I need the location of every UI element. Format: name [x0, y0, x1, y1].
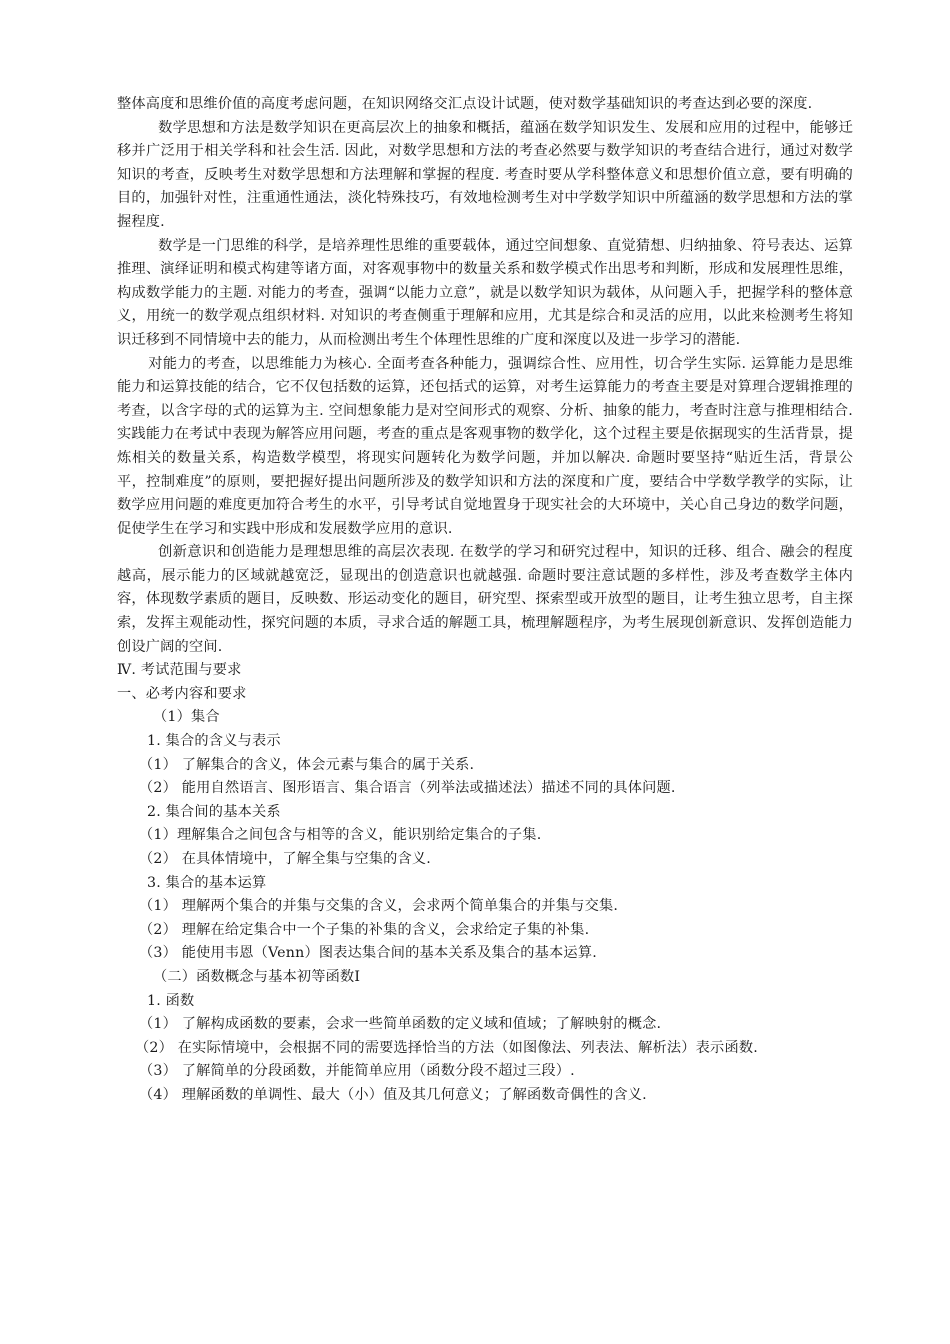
list-item: （3） 了解简单的分段函数，并能简单应用（函数分段不超过三段）. [139, 1063, 575, 1080]
subtopic-set-meaning-title: 1. 集合的含义与表示 [147, 733, 281, 750]
list-item: （3） 能使用韦恩（Venn）图表达集合间的基本关系及集合的基本运算. [139, 945, 597, 962]
list-item: （4） 理解函数的单调性、最大（小）值及其几何意义；了解函数奇偶性的含义. [139, 1086, 647, 1103]
topic-functions-title: （二）函数概念与基本初等函数Ⅰ [153, 968, 361, 985]
list-item: （2） 在具体情境中，了解全集与空集的含义. [139, 851, 432, 867]
topic-sets-title: （1）集合 [153, 709, 220, 726]
subtopic-set-relations-title: 2. 集合间的基本关系 [147, 803, 281, 820]
part-title: 一、必考内容和要求 [117, 685, 247, 702]
section-title: Ⅳ. 考试范围与要求 [117, 662, 242, 679]
paragraph-knowledge-depth: 整体高度和思维价值的高度考虑问题，在知识网络交汇点设计试题，使对数学基础知识的考查达到必要的深度. [117, 96, 813, 112]
paragraph-math-thinking-methods: 数学思想和方法是数学知识在更高层次上的抽象和概括，蕴涵在数学知识发生、发展和应用的过程中，能够迁移并广泛用于相关学科和社会生活. 因此，对数学思想和方法的考查必然要与数学知识的考查结合进行，通过对数学知识的考查，反映考生对数学思想和方法理解和掌握的程度. 考查时要从学科整体意义和思想价值立意，要有明确的目的，加强针对性，注重通性通法，淡化特殊技巧，有效地检测考生对中学数学知识中所蕴涵的数学思想和方法的掌握程度. [117, 119, 853, 230]
list-item: （2） 理解在给定集合中一个子集的补集的含义，会求给定子集的补集. [139, 921, 590, 938]
paragraph-ability-assessment: 对能力的考查，以思维能力为核心. 全面考查各种能力，强调综合性、应用性，切合学生实际. 运算能力是思维能力和运算技能的结合，它不仅包括数的运算，还包括式的运算，对考生运算能力的考查主要是对算理合逻辑推理的考查，以含字母的式的运算为主. 空间想象能力是对空间形式的观察、分析、抽象的能力，考查时注意与推理相结合. 实践能力在考试中表现为解答应用问题，考查的重点是客观事物的数学化，这个过程主要是依据现实的生活背景，提炼相关的数量关系，构造数学模型，将现实问题转化为数学问题，并加以解决. 命题时要坚持“贴近生活，背景公平，控制难度”的原则，要把握好提出问题所涉及的数学知识和方法的深度和广度，要结合中学数学教学的实际，让数学应用问题的难度更加符合考生的水平，引导考试自觉地置身于现实社会的大环境中，关心自己身边的数学问题，促使学生在学习和实践中形成和发展数学应用的意识. [117, 355, 853, 537]
list-item: （2） 在实际情境中，会根据不同的需要选择恰当的方法（如图像法、列表法、解析法）表示函数. [135, 1039, 758, 1056]
paragraph-math-thinking-science: 数学是一门思维的科学，是培养理性思维的重要载体，通过空间想象、直觉猜想、归纳抽象、符号表达、运算推理、演绎证明和模式构建等诸方面，对客观事物中的数量关系和数学模式作出思考和判断，形成和发展理性思维，构成数学能力的主题. 对能力的考查，强调“以能力立意”，就是以数学知识为载体，从问题入手，把握学科的整体意义，用统一的数学观点组织材料. 对知识的考查侧重于理解和应用，尤其是综合和灵活的应用，以此来检测考生将知识迁移到不同情境中去的能力，从而检测出考生个体理性思维的广度和深度以及进一步学习的潜能. [117, 237, 853, 348]
list-item: （1） 了解集合的含义，体会元素与集合的属于关系. [139, 756, 475, 773]
list-item: （1） 理解两个集合的并集与交集的含义，会求两个简单集合的并集与交集. [139, 898, 619, 915]
list-item: （1）理解集合之间包含与相等的含义，能识别给定集合的子集. [139, 827, 542, 844]
list-item: （1） 了解构成函数的要素，会求一些简单函数的定义域和值域；了解映射的概念. [139, 1016, 662, 1033]
subtopic-function-title: 1. 函数 [147, 992, 195, 1009]
subtopic-set-operations-title: 3. 集合的基本运算 [147, 874, 267, 891]
list-item: （2） 能用自然语言、图形语言、集合语言（列举法或描述法）描述不同的具体问题. [139, 780, 676, 797]
paragraph-innovation: 创新意识和创造能力是理想思维的高层次表现. 在数学的学习和研究过程中，知识的迁移、组合、融会的程度越高，展示能力的区域就越宽泛，显现出的创造意识也就越强. 命题时要注意试题的多样性，涉及考查数学主体内容，体现数学素质的题目，反映数、形运动变化的题目，研究型、探索型或开放型的题目，让考生独立思考，自主探索，发挥主观能动性，探究问题的本质，寻求合适的解题工具，梳理解题程序，为考生展现创新意识、发挥创造能力创设广阔的空间. [117, 544, 853, 655]
document-body [117, 93, 853, 1108]
